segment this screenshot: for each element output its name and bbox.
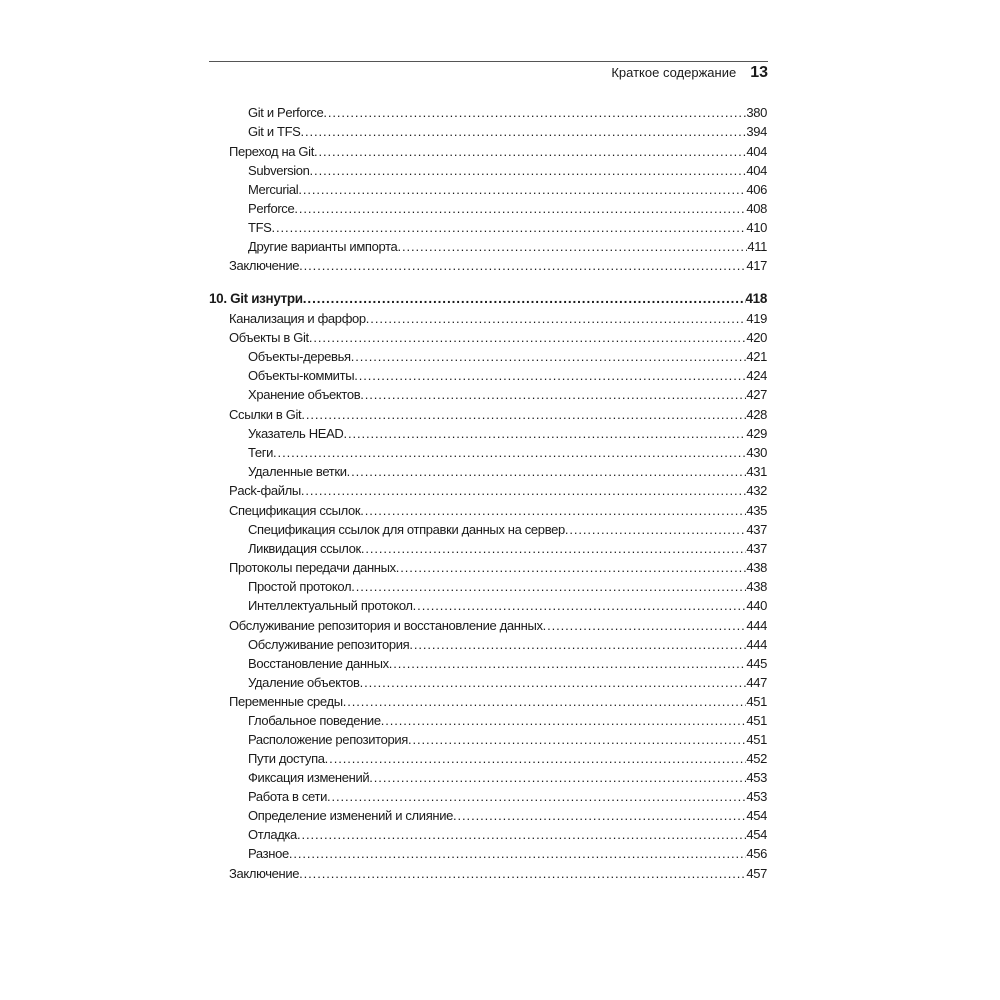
dot-leader [543,616,747,635]
toc-entry-title: Perforce [248,200,295,216]
toc-entry-page: 438 [746,560,767,575]
toc-subsection-entry [229,654,767,673]
toc-entry-title: Объекты-деревья [248,349,351,364]
toc-entry-title: Глобальное поведение [248,713,381,728]
toc-entry-title: Переменные среды [229,694,343,709]
toc-entry-page: 424 [746,368,767,383]
toc-entry-title: Ликвидация ссылок [248,540,361,556]
toc-entry-page: 435 [746,502,767,518]
toc-entry-title: Pack-файлы [229,483,301,498]
toc-section-entry [229,142,767,161]
toc-subsection-entry [229,462,767,481]
dot-leader [301,481,747,500]
dot-leader [297,825,746,844]
toc-entry-page: 452 [746,751,767,766]
toc-section-entry [229,405,767,424]
toc-entry-page: 451 [746,732,767,747]
toc-section-entry [229,309,767,328]
dot-leader [298,180,746,199]
toc-entry-title: Расположение репозитория [248,732,408,747]
dot-leader [354,366,746,385]
toc-subsection-entry [229,443,767,462]
toc-entry-title: Работа в сети [248,789,327,804]
toc-entry-page: 404 [746,143,767,159]
toc-entry-title: Mercurial [248,181,299,197]
toc-subsection-entry [229,161,767,180]
toc-entry-title: Теги [248,444,274,460]
toc-section-entry [229,558,767,577]
toc-entry-title: Хранение объектов [248,387,361,402]
toc-entry-page: 417 [746,258,767,273]
toc-section-entry [229,256,767,275]
dot-leader [314,142,746,161]
toc-subsection-entry [229,730,767,749]
toc-entry-title: Git и TFS [248,124,301,139]
running-head [611,64,768,86]
dot-leader [347,462,747,481]
toc-subsection-entry [229,199,767,218]
dot-leader [301,122,747,141]
toc-entry-page: 421 [746,349,767,364]
toc-entry-page: 451 [746,694,767,709]
table-of-contents [209,103,767,883]
toc-entry-title: Git и Perforce [248,105,324,120]
toc-entry-page: 454 [746,827,767,842]
toc-entry-page: 453 [746,789,767,804]
dot-leader [361,539,746,558]
toc-entry-page: 380 [746,105,767,120]
toc-entry-page: 447 [746,674,767,690]
toc-entry-title: Удаление объектов [248,674,360,690]
toc-entry-page: 428 [746,406,767,422]
toc-entry-title: Другие варианты импорта [248,238,398,254]
running-title: Краткое содержание [611,65,737,80]
toc-entry-title: Subversion [248,162,310,178]
toc-section-entry [229,501,767,520]
toc-subsection-entry [229,520,767,539]
toc-entry-title: Интеллектуальный протокол [248,598,413,613]
page-number: 13 [750,64,768,81]
toc-entry-page: 456 [746,846,767,861]
toc-subsection-entry [229,237,767,256]
dot-leader [360,385,746,404]
toc-subsection-entry [229,103,767,122]
dot-leader [303,289,746,308]
toc-section-entry [229,692,767,711]
toc-entry-page: 453 [746,770,767,785]
toc-entry-title: Спецификация ссылок [229,502,361,518]
toc-section-entry [229,616,767,635]
toc-subsection-entry [229,122,767,141]
toc-subsection-entry [229,806,767,825]
toc-entry-title: Отладка [248,827,297,842]
toc-entry-title: Простой протокол [248,579,352,594]
dot-leader [565,520,747,539]
dot-leader [366,309,747,328]
dot-leader [360,673,747,692]
toc-entry-page: 394 [746,124,767,139]
toc-entry-title: Определение изменений и слияние [248,808,454,823]
toc-subsection-entry [229,347,767,366]
header-rule [209,61,768,62]
toc-entry-title: Объекты-коммиты [248,368,355,383]
toc-subsection-entry [229,218,767,237]
toc-entry-title: 10. Git изнутри [209,291,303,306]
dot-leader [327,787,746,806]
toc-entry-page: 444 [746,617,767,633]
toc-subsection-entry [229,749,767,768]
toc-entry-page: 419 [746,310,767,326]
dot-leader [409,635,746,654]
toc-subsection-entry [229,768,767,787]
toc-entry-page: 406 [746,181,767,197]
toc-entry-page: 431 [746,463,767,479]
dot-leader [351,347,747,366]
dot-leader [325,749,747,768]
toc-entry-page: 410 [746,219,767,235]
toc-entry-page: 451 [746,713,767,728]
toc-section-entry [229,864,767,883]
dot-leader [343,692,747,711]
toc-entry-page: 411 [747,238,767,254]
dot-leader [408,730,746,749]
toc-subsection-entry [229,787,767,806]
dot-leader [299,864,746,883]
section-gap [229,275,767,289]
toc-section-entry [229,481,767,500]
toc-entry-title: Обслуживание репозитория и восстановление данных [229,617,543,633]
dot-leader [343,424,746,443]
toc-entry-title: Объекты в Git [229,330,309,345]
toc-subsection-entry [229,539,767,558]
dot-leader [351,577,746,596]
toc-entry-page: 438 [746,579,767,594]
toc-entry-page: 408 [746,200,767,216]
toc-entry-page: 440 [746,598,767,613]
toc-entry-title: TFS [248,219,272,235]
toc-entry-page: 432 [746,483,767,498]
toc-entry-page: 404 [746,162,767,178]
toc-subsection-entry [229,424,767,443]
toc-chapter-entry [209,289,767,308]
toc-entry-page: 437 [746,521,767,537]
toc-entry-title: Восстановление данных [248,655,389,671]
toc-subsection-entry [229,596,767,615]
toc-entry-title: Заключение [229,865,300,881]
toc-entry-title: Переход на Git [229,143,314,159]
toc-entry-title: Пути доступа [248,751,325,766]
toc-subsection-entry [229,711,767,730]
toc-subsection-entry [229,385,767,404]
toc-entry-page: 454 [746,808,767,823]
dot-leader [309,328,747,347]
dot-leader [381,711,747,730]
dot-leader [289,844,747,863]
toc-entry-title: Фиксация изменений [248,770,370,785]
toc-entry-page: 430 [746,444,767,460]
toc-subsection-entry [229,635,767,654]
dot-leader [301,405,746,424]
dot-leader [369,768,746,787]
toc-entry-page: 418 [745,291,767,306]
dot-leader [396,558,747,577]
toc-entry-page: 427 [746,387,767,402]
toc-entry-title: Обслуживание репозитория [248,636,410,652]
toc-entry-page: 445 [746,655,767,671]
toc-section-entry [229,328,767,347]
toc-subsection-entry [229,673,767,692]
dot-leader [397,237,747,256]
toc-entry-title: Канализация и фарфор [229,310,366,326]
toc-entry-page: 429 [746,425,767,441]
toc-subsection-entry [229,825,767,844]
dot-leader [272,218,747,237]
dot-leader [294,199,746,218]
toc-entry-page: 437 [746,540,767,556]
toc-entry-title: Заключение [229,258,300,273]
toc-entry-title: Удаленные ветки [248,463,347,479]
toc-entry-page: 420 [746,330,767,345]
dot-leader [413,596,747,615]
toc-entry-title: Спецификация ссылок для отправки данных на сервер [248,521,565,537]
dot-leader [323,103,746,122]
toc-entry-page: 457 [746,865,767,881]
toc-subsection-entry [229,180,767,199]
dot-leader [389,654,747,673]
toc-entry-title: Разное [248,846,289,861]
toc-subsection-entry [229,577,767,596]
toc-entry-page: 444 [746,636,767,652]
dot-leader [299,256,746,275]
toc-entry-title: Указатель HEAD [248,425,344,441]
dot-leader [273,443,746,462]
toc-subsection-entry [229,366,767,385]
dot-leader [310,161,747,180]
dot-leader [453,806,746,825]
toc-subsection-entry [229,844,767,863]
dot-leader [360,501,746,520]
toc-entry-title: Протоколы передачи данных [229,560,396,575]
toc-entry-title: Ссылки в Git [229,406,302,422]
